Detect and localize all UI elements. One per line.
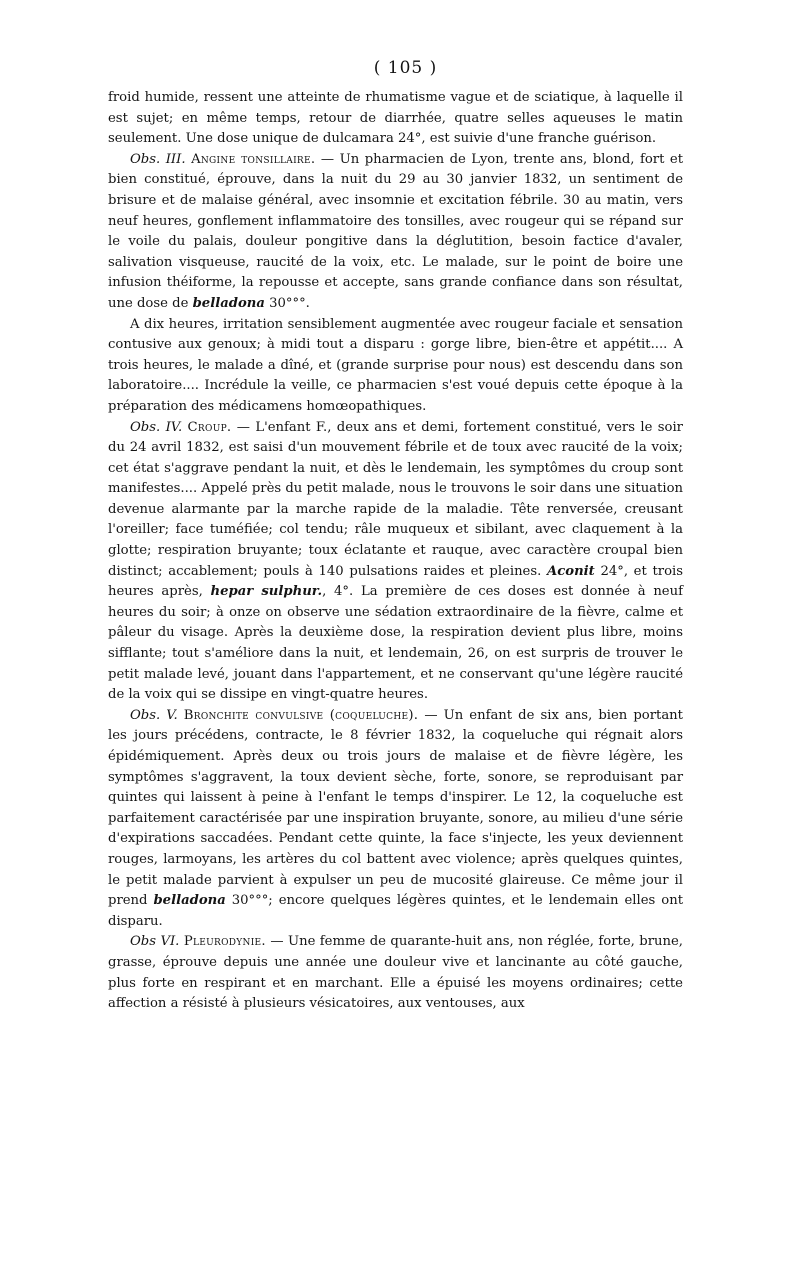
observation-3-text-b: 30°°°. (264, 295, 310, 311)
observation-5-text-b: 30°°°; encore quelques légères quintes, et le lendemain elles ont disparu. (108, 893, 683, 929)
observation-3-paragraph-2 (108, 315, 683, 418)
observation-3-title: Angine tonsillaire. (191, 151, 316, 167)
observation-6-title: Pleurodynie. (183, 934, 266, 950)
observation-4-remedy-2: hepar sulphur. (210, 584, 323, 600)
observation-4-title: Croup. (187, 419, 232, 435)
observation-5-title: Bronchite convulsive (coqueluche). (183, 707, 419, 723)
observation-5-label: Obs. V. (130, 707, 178, 723)
observation-4-paragraph (108, 418, 683, 706)
observation-5-paragraph (108, 706, 683, 933)
book-page (108, 58, 683, 1015)
observation-3-paragraph-1 (108, 150, 683, 315)
observation-4-text-b: 24°, et trois heures après, (108, 563, 683, 600)
observation-5-text-a: — Un enfant de six ans, bien portant les jours précédens, contracte, le 8 février 1832, la coqueluche qui régnait alors épidémiquement. Après deux ou trois jours de malaise et de fièvre légère, les symptômes s'aggravent, la toux devient sèche, forte, sonore, se reproduisant par quintes qui laissent à peine à l'enfant le temps d'inspirer. Le 12, la coqueluche est parfaitement caractérisée par une inspiration bruyante, sonore, au milieu d'une série d'expirations saccadées. Pendant cette quinte, la face s'injecte, les yeux deviennent rouges, larmoyans, les artères du col battent avec violence; après quelques quintes, le petit malade parvient à expulser un peu de mucosité glaireuse. Ce même jour il prend (108, 707, 683, 909)
page-number: ( 105 ) (373, 58, 438, 78)
observation-6-text: — Une femme de quarante-huit ans, non réglée, forte, brune, grasse, éprouve depuis une année une douleur vive et lancinante au côté gauche, plus forte en respirant et en marchant. Elle a épuisé les moyens ordinaires; cette affection a résisté à plusieurs vésicatoires, aux ventouses, aux (108, 934, 683, 1012)
observation-3-remedy: belladona (192, 295, 265, 311)
observation-4-remedy-1: Aconit (547, 563, 595, 579)
observation-6-paragraph (108, 932, 683, 1014)
observation-4-label: Obs. IV. (130, 419, 183, 435)
opening-paragraph (108, 88, 683, 150)
observation-3-label: Obs. III. (130, 151, 186, 167)
opening-text: froid humide, ressent une atteinte de rhumatisme vague et de sciatique, à laquelle il est sujet; en même temps, retour de diarrhée, quatre selles aqueuses le matin seulement. Une dose unique de dulcamara 24°, est suivie d'une franche guérison. (108, 90, 683, 147)
observation-5-remedy: belladona (153, 893, 226, 909)
observation-4-text-a: — L'enfant F., deux ans et demi, fortement constitué, vers le soir du 24 avril 1832, est saisi d'un mouvement fébrile et de toux avec raucité de la voix; cet état s'aggrave pendant la nuit, et dès le lendemain, les symptômes du croup sont manifestes.... Appelé près du petit malade, nous le trouvons le soir dans une situation devenue alarmante par la marche rapide de la maladie. Tête renversée, creusant l'oreiller; face tuméfiée; col tendu; râle muqueux et sibilant, avec claquement à la glotte; respiration bruyante; toux éclatante et rauque, avec caractère croupal bien distinct; accablement; pouls à 140 pulsations raides et pleines. (108, 419, 683, 579)
observation-3-text-a: — Un pharmacien de Lyon, trente ans, blond, fort et bien constitué, éprouve, dans la nuit du 29 au 30 janvier 1832, un sentiment de brisure et de malaise général, avec insomnie et excitation fébrile. 30 au matin, vers neuf heures, gonflement inflammatoire des tonsilles, avec rougeur qui se répand sur le voile du palais, douleur pongitive dans la déglutition, besoin factice d'avaler, salivation visqueuse, raucité de la voix, etc. Le malade, sur le point de boire une infusion théiforme, la repousse et accepte, sans grande confiance dans son résultat, une dose de (108, 151, 683, 311)
observation-4-text-c: , 4°. La première de ces doses est donnée à neuf heures du soir; à onze on observe une sédation extraordinaire de la fièvre, calme et pâleur du visage. Après la deuxième dose, la respiration devient plus libre, moins sifflante; tout s'améliore dans la nuit, et lendemain, 26, on est surpris de trouver le petit malade levé, jouant dans l'appartement, et ne conservant qu'une légère raucité de la voix qui se dissipe en vingt-quatre heures. (108, 584, 683, 703)
observation-6-label: Obs VI. (130, 934, 180, 950)
observation-3-text-c: A dix heures, irritation sensiblement augmentée avec rougeur faciale et sensation contusive aux genoux; à midi tout a disparu : gorge libre, bien-être et appétit.... A trois heures, le malade a dîné, et (grande surprise pour nous) est descendu dans son laboratoire.... Incrédule la veille, ce pharmacien s'est voué depuis cette époque à la préparation des médicamens homœopathiques. (108, 316, 683, 414)
